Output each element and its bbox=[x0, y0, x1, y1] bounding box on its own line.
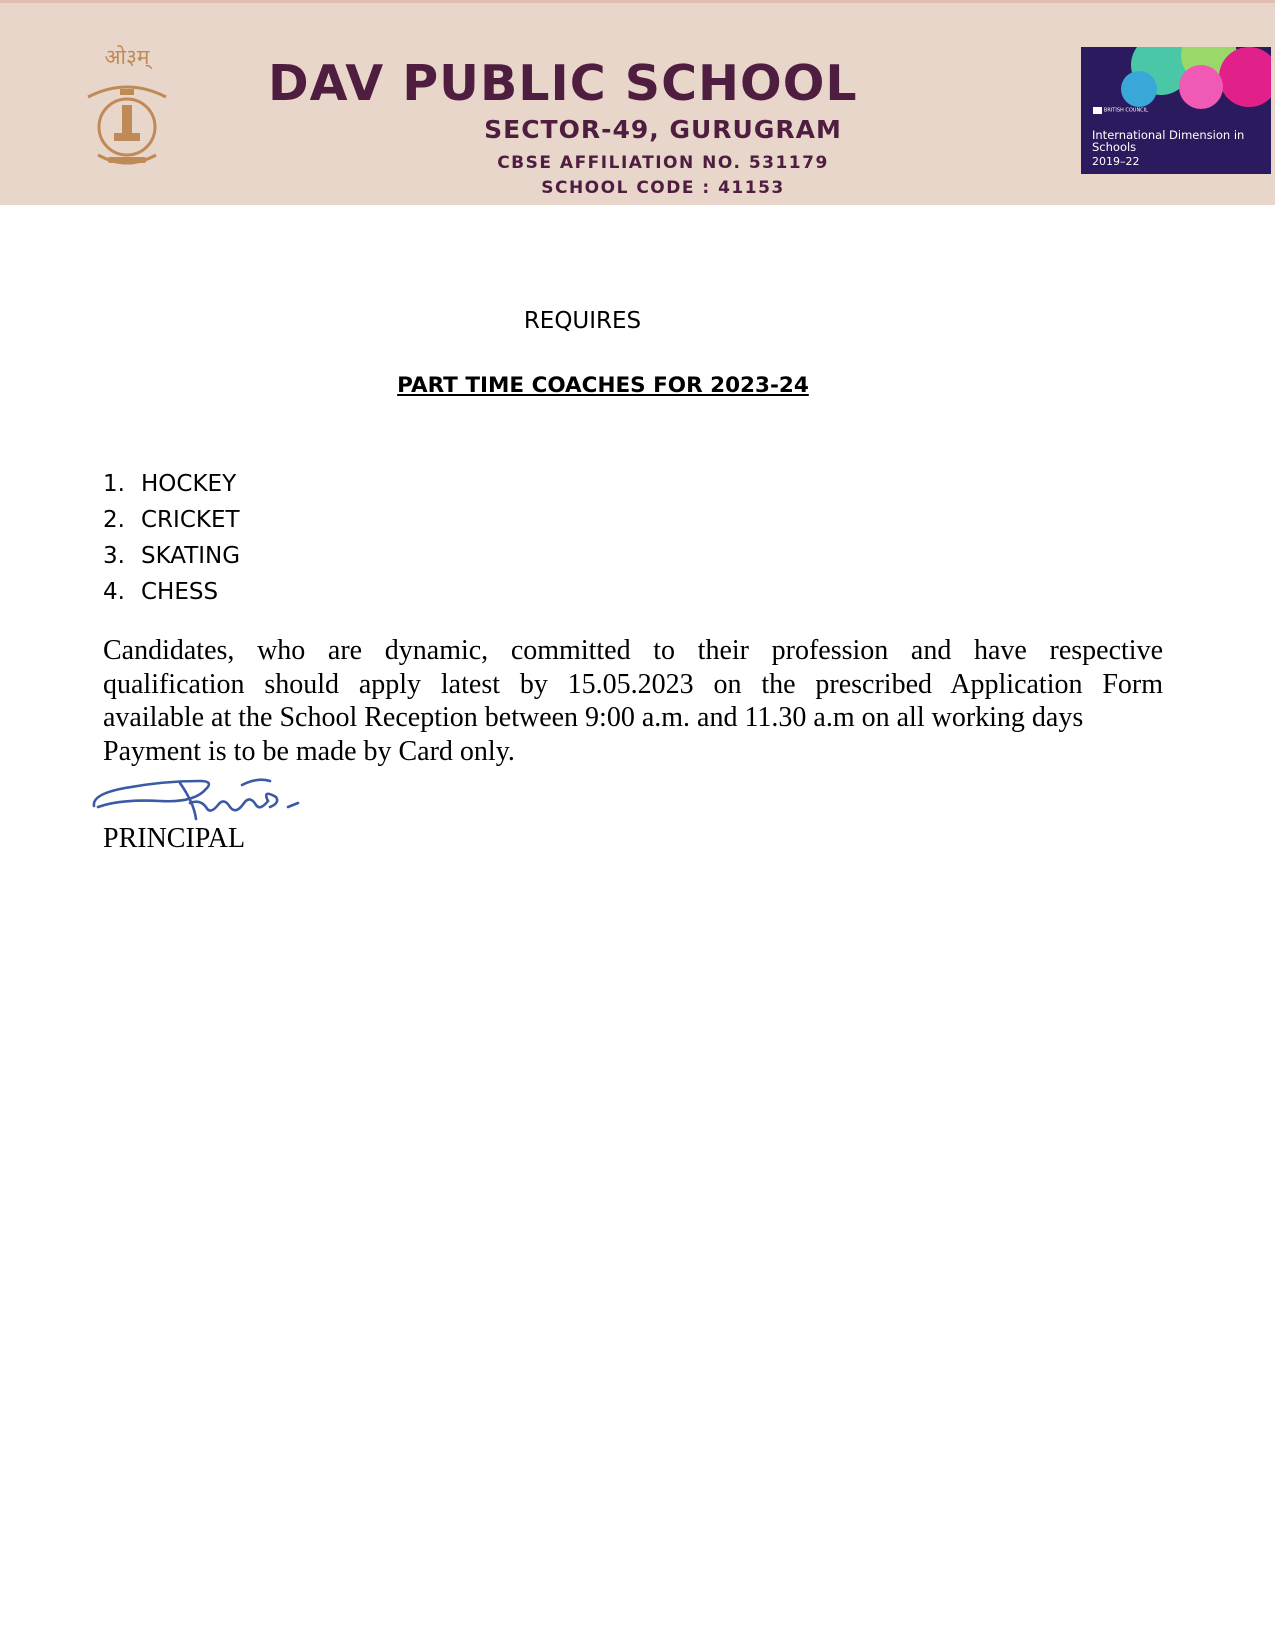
list-item bbox=[103, 502, 240, 538]
list-item bbox=[103, 538, 240, 574]
badge-title: International Dimension in Schools bbox=[1092, 128, 1245, 154]
badge-years: 2019–22 bbox=[1092, 155, 1140, 168]
principal-signature bbox=[90, 773, 305, 825]
list-item bbox=[103, 466, 240, 502]
letterhead bbox=[0, 0, 1275, 205]
list-number: 2. bbox=[103, 507, 125, 533]
body-line: Candidates, who are dynamic, committed to their profession and have respective bbox=[103, 635, 1163, 666]
om-script: ओ३म् bbox=[104, 45, 150, 69]
notice-body bbox=[103, 634, 1163, 768]
list-item bbox=[103, 574, 240, 610]
list-number: 3. bbox=[103, 543, 125, 569]
notice-heading: PART TIME COACHES FOR 2023-24 bbox=[397, 373, 809, 398]
sport-name: CHESS bbox=[141, 579, 219, 605]
requires-label: REQUIRES bbox=[523, 308, 642, 334]
british-council-label: BRITISH COUNCIL bbox=[1103, 107, 1148, 114]
body-line: qualification should apply latest by 15.05.2023 on the prescribed Application Form bbox=[103, 668, 1163, 700]
signatory-title: PRINCIPAL bbox=[103, 823, 246, 854]
school-emblem bbox=[72, 43, 182, 178]
school-code: SCHOOL CODE : 41153 bbox=[541, 178, 785, 198]
sport-name: HOCKEY bbox=[141, 471, 237, 497]
payment-note: Payment is to be made by Card only. bbox=[103, 735, 515, 767]
list-number: 4. bbox=[103, 579, 125, 605]
british-council-logo bbox=[1093, 107, 1148, 114]
dav-emblem-icon bbox=[78, 75, 176, 175]
body-line: available at the School Reception between 9:00 a.m. and 11.30 a.m on all working days bbox=[103, 702, 1084, 733]
school-name: DAV PUBLIC SCHOOL bbox=[268, 55, 858, 112]
sports-list bbox=[103, 466, 240, 610]
sport-name: CRICKET bbox=[141, 507, 240, 533]
international-dimension-badge bbox=[1081, 47, 1271, 174]
school-address: SECTOR-49, GURUGRAM bbox=[484, 115, 842, 144]
affiliation-number: CBSE AFFILIATION NO. 531179 bbox=[497, 153, 829, 173]
sport-name: SKATING bbox=[141, 543, 241, 569]
list-number: 1. bbox=[103, 471, 125, 497]
